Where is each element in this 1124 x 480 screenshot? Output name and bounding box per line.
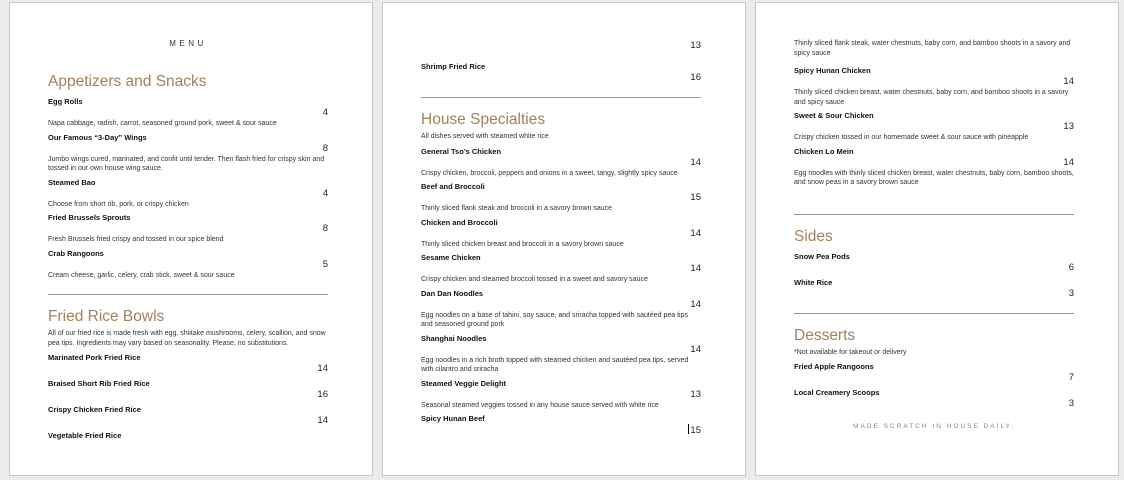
item-price-vegetable-fried-rice: 13 <box>690 40 701 51</box>
item-name: Fried Apple Rangoons <box>794 362 874 371</box>
item-price: 6 <box>1068 261 1074 273</box>
menu-item-crab-rangoons <box>48 249 328 281</box>
item-name: Our Famous “3-Day” Wings <box>48 132 147 142</box>
item-name: Vegetable Fried Rice <box>48 431 122 440</box>
item-description: Crispy chicken, broccoli, peppers and onions in a sweet, tangy, slightly spicy sauce <box>421 169 678 177</box>
item-name: Beef and Broccoli <box>421 182 485 191</box>
menu-item-egg-rolls <box>48 97 328 129</box>
menu-item-white-rice <box>794 278 1074 299</box>
item-name: Snow Pea Pods <box>794 251 850 261</box>
item-price: 14 <box>317 415 328 426</box>
menu-item-chicken-and-broccoli <box>421 218 701 250</box>
section-heading-sides: Sides <box>794 227 833 245</box>
item-description: Crispy chicken tossed in our homemade sweet & sour sauce with pineapple <box>794 134 1029 141</box>
menu-item-snow-pea-pods <box>794 252 1074 273</box>
section-heading-fried-rice: Fried Rice Bowls <box>48 308 165 325</box>
menu-page-3[interactable] <box>755 2 1119 476</box>
item-price: 8 <box>322 223 328 234</box>
item-name: Egg Rolls <box>48 97 83 106</box>
menu-item-brussels-sprouts <box>48 213 328 245</box>
item-name: Local Creamery Scoops <box>794 388 880 397</box>
menu-item-steamed-bao <box>48 178 328 210</box>
item-price: 14 <box>1063 156 1074 168</box>
item-price: 3 <box>1068 287 1074 299</box>
item-price: 14 <box>690 343 701 355</box>
item-name: White Rice <box>794 277 833 287</box>
item-description: Jumbo wings cured, marinated, and confit until tender. Then flash fried for crispy skin and tossed in our own house wing sauce. <box>48 155 325 172</box>
menu-item-chicken-lo-mein <box>794 147 1074 188</box>
menu-item-shrimp-fried-rice <box>421 62 701 83</box>
item-price <box>421 424 701 436</box>
item-name: Steamed Bao <box>48 177 96 187</box>
item-name: Braised Short Rib Fried Rice <box>48 379 150 388</box>
item-name: Steamed Veggie Delight <box>421 378 507 388</box>
item-price: 14 <box>690 263 701 274</box>
section-divider <box>794 313 1074 314</box>
menu-item-beef-and-broccoli <box>421 182 701 214</box>
item-description: Egg noodles on a base of tahini, soy sauce, and sriracha topped with sautéed pea tips and seasoned ground pork <box>421 311 688 328</box>
desserts-note: *Not available for takeout or delivery <box>794 348 907 356</box>
section-subtitle: All dishes served with steamed white rice <box>421 133 549 140</box>
menu-item-local-creamery-scoops <box>794 388 1074 409</box>
item-price: 16 <box>317 389 328 400</box>
item-price: 14 <box>317 363 328 374</box>
item-price-value: 15 <box>690 425 701 436</box>
menu-item-general-tsos-chicken <box>421 147 701 179</box>
menu-item-fried-apple-rangoons <box>794 362 1074 383</box>
item-price: 4 <box>322 107 328 118</box>
menu-item-steamed-veggie-delight <box>421 379 701 411</box>
item-description: Egg noodles with thinly sliced chicken breast, water chestnuts, baby corn, bamboo shoots, and snow peas in a savory brown sauce <box>794 169 1074 186</box>
item-price: 15 <box>690 192 701 203</box>
item-name: General Tso’s Chicken <box>421 146 502 156</box>
section-divider <box>421 97 701 98</box>
menu-item-3day-wings <box>48 133 328 174</box>
section-heading-house-specialties: House Specialties <box>421 111 546 128</box>
item-price: 16 <box>690 72 701 83</box>
item-description: Thinly sliced chicken breast and broccoli in a savory brown sauce <box>421 240 624 248</box>
item-name: Spicy Hunan Chicken <box>794 66 871 75</box>
item-price: 14 <box>690 298 701 310</box>
item-description: Cream cheese, garlic, celery, crab stick, sweet & sour sauce <box>48 271 235 279</box>
item-name: Crab Rangoons <box>48 248 104 258</box>
section-note: All of our fried rice is made fresh with egg, shiitake mushrooms, celery, scallion, and snow pea tips. Ingredients may vary based on seasonality. Please, no substitutions. <box>48 330 326 347</box>
item-name: Shanghai Noodles <box>421 333 487 343</box>
item-name: Chicken Lo Mein <box>794 146 854 156</box>
item-name: Spicy Hunan Beef <box>421 414 485 423</box>
item-description: Napa cabbage, radish, carrot, seasoned ground pork, sweet & sour sauce <box>48 120 277 127</box>
item-name: Dan Dan Noodles <box>421 288 484 298</box>
menu-item-marinated-pork-fried-rice <box>48 353 328 374</box>
menu-item-spicy-hunan-chicken <box>794 66 1074 107</box>
menu-title: MENU <box>169 39 207 48</box>
item-description: Egg noodles in a rich broth topped with steamed chicken and sautéed pea tips, served with cilantro and sriracha <box>421 356 689 373</box>
item-description: Choose from short rib, pork, or crispy chicken <box>48 200 189 208</box>
menu-item-crispy-chicken-fried-rice <box>48 405 328 426</box>
item-price: 14 <box>1063 76 1074 87</box>
item-price: 5 <box>322 258 328 270</box>
item-price: 14 <box>690 156 701 168</box>
item-description: Crispy chicken and steamed broccoli tossed in a sweet and savory sauce <box>421 276 648 283</box>
footer-note: MADE SCRATCH IN HOUSE DAILY. <box>853 423 1015 430</box>
item-description: Thinly sliced chicken breast, water chestnuts, baby corn, and bamboo shoots in a savory and spicy sauce <box>794 89 1069 106</box>
item-name: Sweet & Sour Chicken <box>794 111 874 120</box>
item-description: Thinly sliced flank steak and broccoli in a savory brown sauce <box>421 205 613 212</box>
menu-item-short-rib-fried-rice <box>48 379 328 400</box>
section-heading-desserts: Desserts <box>794 326 856 344</box>
menu-page-2[interactable] <box>382 2 746 476</box>
item-price: 7 <box>1068 372 1074 383</box>
item-name: Shrimp Fried Rice <box>421 62 486 71</box>
item-price: 3 <box>1068 398 1074 409</box>
section-heading-appetizers: Appetizers and Snacks <box>48 73 207 90</box>
item-name: Crispy Chicken Fried Rice <box>48 405 141 414</box>
item-name: Chicken and Broccoli <box>421 217 498 227</box>
menu-page-1[interactable] <box>9 2 373 476</box>
section-divider <box>48 294 328 295</box>
item-price: 14 <box>690 227 701 239</box>
menu-item-shanghai-noodles <box>421 334 701 375</box>
item-name: Fried Brussels Sprouts <box>48 213 131 222</box>
section-divider <box>794 214 1074 215</box>
item-name: Sesame Chicken <box>421 253 481 262</box>
item-price: 13 <box>1063 121 1074 132</box>
item-price: 13 <box>690 388 701 400</box>
menu-item-sesame-chicken <box>421 253 701 285</box>
menu-item-dan-dan-noodles <box>421 289 701 330</box>
item-price: 4 <box>322 187 328 199</box>
menu-item-sweet-and-sour-chicken <box>794 111 1074 143</box>
menu-item-spicy-hunan-beef <box>421 414 701 436</box>
item-description-spicy-hunan-beef: Thinly sliced flank steak, water chestnuts, baby corn, and bamboo shoots in a savory and spicy sauce <box>794 40 1071 57</box>
item-price: 8 <box>322 142 328 154</box>
item-description: Fresh Brussels fried crispy and tossed in our spice blend <box>48 236 224 243</box>
item-description: Seasonal steamed veggies tossed in any house sauce served with white rice <box>421 401 659 409</box>
menu-item-vegetable-fried-rice <box>48 431 328 441</box>
item-name: Marinated Pork Fried Rice <box>48 353 141 362</box>
